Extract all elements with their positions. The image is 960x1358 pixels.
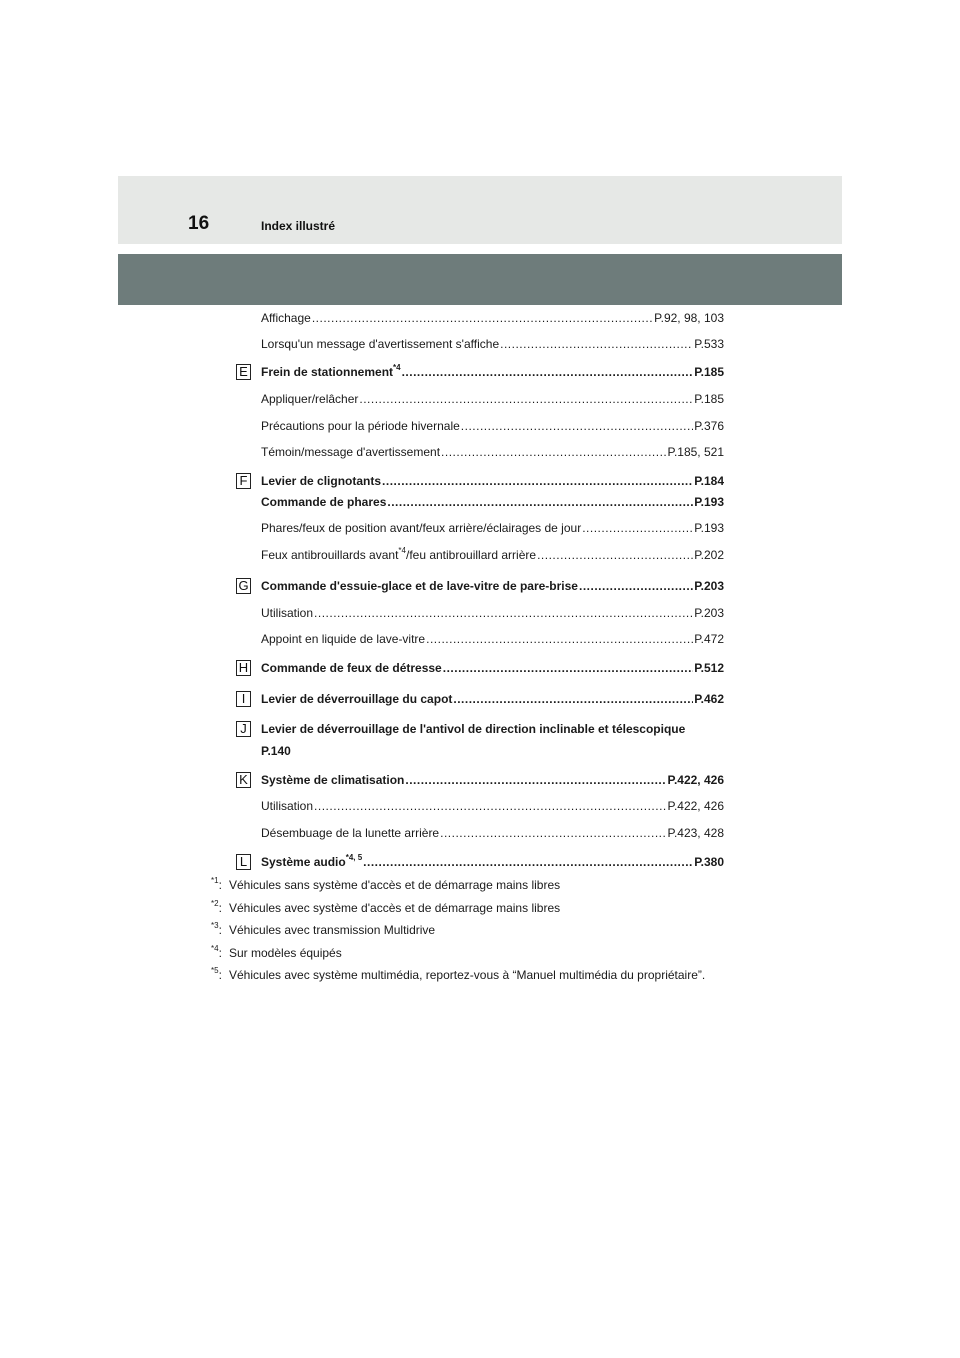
header-band: [118, 176, 842, 244]
footnote: [211, 923, 435, 937]
entry-label: [261, 365, 401, 380]
page-reference: P.202: [694, 548, 724, 562]
entry-label: [261, 474, 381, 489]
dot-leader: [582, 521, 693, 536]
footnote-mark: $^{*2}$:: [211, 899, 222, 915]
entry-footnote-mark: *4: [398, 546, 406, 555]
entry-label: [261, 799, 313, 814]
dot-leader: [387, 495, 693, 510]
index-entry: [261, 799, 724, 814]
dot-leader: [426, 632, 693, 647]
entry-label-text: Levier de déverrouillage du capot: [261, 692, 453, 706]
footnote-mark: $^{*4}$:: [211, 944, 222, 960]
entry-footnote-mark: *4, 5: [345, 853, 363, 862]
entry-label: [261, 692, 452, 707]
index-entry: [261, 855, 724, 870]
page-reference: P.472: [694, 632, 724, 646]
index-entry: [261, 606, 724, 621]
index-entry: [261, 692, 724, 707]
page-reference: P.203: [694, 579, 724, 593]
entry-label-text: Système de climatisation: [261, 773, 405, 787]
section-letter-box: G: [236, 578, 251, 594]
entry-label-text: Levier de clignotants: [261, 474, 382, 488]
dot-leader: [461, 419, 693, 434]
index-entry: [261, 579, 724, 594]
page-reference: P.184: [694, 474, 724, 488]
section-letter-box: H: [236, 660, 251, 676]
index-entry: [261, 311, 724, 326]
dot-leader: [363, 855, 693, 870]
dot-leader: [440, 826, 666, 841]
entry-label-text: Commande d'essuie-glace et de lave-vitre de pare-brise: [261, 579, 578, 593]
entry-label-text: Appoint en liquide de lave-vitre: [261, 632, 426, 646]
index-entry: [261, 337, 724, 352]
entry-label: [261, 579, 578, 594]
footnote-mark: $^{*3}$:: [211, 921, 222, 937]
page-reference: P.203: [694, 606, 724, 620]
entry-label-text: Système audio: [261, 855, 346, 869]
entry-label-text: Commande de phares: [261, 495, 387, 509]
entry-label: [261, 392, 358, 407]
dot-leader: [579, 579, 693, 594]
page-reference: P.462: [694, 692, 724, 706]
dot-leader: [359, 392, 693, 407]
page-reference: P.185: [694, 392, 724, 406]
footnote-text: Véhicules avec système multimédia, reportez-vous à “Manuel multimédia du propriétaire”.: [229, 968, 706, 982]
page-reference: P.193: [694, 521, 724, 535]
page-reference: P.422, 426: [667, 799, 724, 813]
index-entry: [261, 661, 724, 676]
entry-label-text: Appliquer/relâcher: [261, 392, 359, 406]
footnote-text: Véhicules sans système d'accès et de démarrage mains libres: [229, 878, 561, 892]
footnote: [211, 878, 560, 892]
entry-label: [261, 722, 685, 736]
index-entry: [261, 826, 724, 841]
footnote-text: Véhicules avec transmission Multidrive: [229, 923, 436, 937]
entry-label-text: Utilisation: [261, 799, 314, 813]
section-title: Index illustré: [261, 219, 336, 233]
index-entry: [261, 445, 724, 460]
dot-leader: [382, 474, 693, 489]
entry-label-text: Témoin/message d'avertissement: [261, 445, 441, 459]
entry-label: [261, 744, 291, 758]
page-reference: P.185, 521: [667, 445, 724, 459]
page-reference: P.92, 98, 103: [654, 311, 724, 325]
entry-label-text: /feu antibrouillard arrière: [405, 548, 537, 562]
entry-label-text: Lorsqu'un message d'avertissement s'affiche: [261, 337, 500, 351]
page-reference: P.422, 426: [667, 773, 724, 787]
entry-label-text: Levier de déverrouillage de l'antivol de direction inclinable et télescopique: [261, 722, 686, 736]
dot-leader: [402, 365, 694, 380]
page-reference: P.193: [694, 495, 724, 509]
dot-leader: [441, 445, 666, 460]
index-entry: [261, 722, 724, 737]
entry-label-text: P.140: [261, 744, 291, 758]
dot-leader: [312, 311, 653, 326]
footnote-text: Sur modèles équipés: [229, 946, 342, 960]
entry-label-text: Commande de feux de détresse: [261, 661, 442, 675]
dot-leader: [537, 548, 693, 563]
entry-label: [261, 548, 536, 563]
footnote: [211, 901, 560, 915]
entry-label: [261, 337, 499, 352]
entry-label: [261, 661, 442, 676]
dot-leader: [453, 692, 693, 707]
entry-label: [261, 445, 440, 460]
index-entry: [261, 495, 724, 510]
page-reference: P.376: [694, 419, 724, 433]
page-reference: P.423, 428: [667, 826, 724, 840]
entry-label: [261, 495, 386, 510]
entry-footnote-mark: *4: [393, 363, 401, 372]
dot-leader: [500, 337, 693, 352]
section-letter-box: L: [236, 854, 251, 870]
footnote-mark: $^{*1}$:: [211, 876, 222, 892]
index-entry: [261, 419, 724, 434]
footnote-mark: $^{*5}$:: [211, 966, 222, 982]
entry-label: [261, 773, 404, 788]
index-entry: [261, 474, 724, 489]
dot-leader: [405, 773, 666, 788]
gray-bar: [118, 254, 842, 305]
section-letter-box: J: [236, 721, 251, 737]
index-entry: [261, 392, 724, 407]
entry-label: [261, 855, 362, 870]
dot-leader: [314, 606, 693, 621]
page-reference: P.512: [694, 661, 724, 675]
index-entry: [261, 521, 724, 536]
entry-label-text: Frein de stationnement: [261, 365, 394, 379]
section-letter-box: E: [236, 364, 251, 380]
page-reference: P.380: [694, 855, 724, 869]
footnote-text: Véhicules avec système d'accès et de démarrage mains libres: [229, 901, 561, 915]
section-letter-box: I: [236, 691, 251, 707]
index-entry: [261, 744, 724, 759]
section-letter-box: F: [236, 473, 251, 489]
page-reference: P.533: [694, 337, 724, 351]
dot-leader: [443, 661, 693, 676]
index-entry: [261, 365, 724, 380]
index-entry: [261, 773, 724, 788]
entry-label: [261, 826, 439, 841]
entry-label: [261, 606, 313, 621]
page-number: 16: [188, 213, 210, 234]
index-entry: [261, 548, 724, 563]
dot-leader: [314, 799, 666, 814]
entry-label-text: Feux antibrouillards avant: [261, 548, 399, 562]
entry-label: [261, 521, 581, 536]
entry-label: [261, 419, 460, 434]
entry-label: [261, 632, 425, 647]
entry-label: [261, 311, 311, 326]
index-entry: [261, 632, 724, 647]
entry-label-text: Précautions pour la période hivernale: [261, 419, 460, 433]
entry-label-text: Désembuage de la lunette arrière: [261, 826, 440, 840]
entry-label-text: Utilisation: [261, 606, 314, 620]
entry-label-text: Phares/feux de position avant/feux arrière/éclairages de jour: [261, 521, 582, 535]
entry-label-text: Affichage: [261, 311, 311, 325]
footnote: [211, 968, 705, 982]
section-letter-box: K: [236, 772, 251, 788]
footnote: [211, 946, 342, 960]
page-reference: P.185: [694, 365, 724, 379]
